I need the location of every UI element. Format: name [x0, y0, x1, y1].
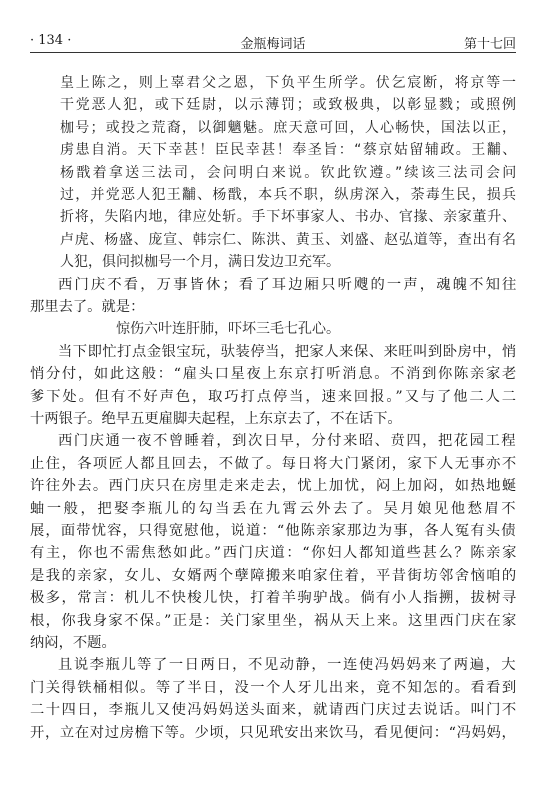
quote-line: 皇上陈之，则上辜君父之恩，下负平生所学。伏乞宸断，将京等一	[60, 75, 518, 91]
text-line: 纳闷，不题。	[30, 635, 116, 651]
text-line: 许往外去。西门庆只在房里走来走去，忧上加忧，闷上加闷，如热地蜒	[30, 478, 518, 494]
text-line: 根，你我身家不保。”正是：关门家里坐，祸从天上来。这里西门庆在家	[30, 613, 518, 629]
book-title: 金瓶梅词话	[240, 37, 306, 52]
quote-line: 杨戬着拿送三法司，会问明白来说。钦此钦遵。”续该三法司会问	[60, 165, 519, 181]
text-line: 展，面带忧容，只得宽慰他，说道：“他陈亲家那边为事，各人冤有头债	[30, 523, 517, 539]
text-line: 有主，你也不需焦愁如此。”西门庆道：“你妇人都知道些甚么？陈亲家	[30, 545, 518, 561]
text-line: 西门庆通一夜不曾睡着，到次日早，分付来昭、贲四，把花园工程	[58, 433, 518, 449]
text-line: 西门庆不看，万事皆休；看了耳边厢只听飕的一声，魂魄不知往	[58, 277, 519, 293]
text-line: 爹下处。但有不好声色，取巧打点停当，速来回报。”又与了他二人二	[30, 389, 518, 405]
text-line: 蚰一般，把娶李瓶儿的勾当丢在九霄云外去了。吴月娘见他愁眉不	[30, 501, 519, 517]
quote-line: 虏患自消。天下幸甚！臣民幸甚！奉圣旨：“蔡京姑留辅政。王黼、	[60, 142, 518, 158]
text-line: 开，立在对过房檐下等。少顷，只见玳安出来饮马，看见便问：“冯妈妈，	[30, 725, 517, 741]
quote-line: 卢虎、杨盛、庞宣、韩宗仁、陈洪、黄玉、刘盛、赵弘道等，查出有名	[60, 232, 517, 248]
text-line: 当下即忙打点金银宝玩，驮装停当，把家人来保、来旺叫到卧房中，悄	[58, 344, 517, 360]
chapter-title: 第十七回	[463, 37, 516, 52]
text-line: 止住，各项匠人都且回去，不做了。每日将大门紧闭，家下人无事亦不	[30, 456, 518, 472]
text-line: 十两银子。绝早五更雇脚夫起程，上东京去了，不在话下。	[30, 411, 402, 427]
text-line: 极多，常言：机儿不快梭儿快，打着羊驹驴战。倘有小人指搠，拔树寻	[30, 590, 518, 606]
text-line: 悄分付，如此这般：“雇头口星夜上东京打听消息。不消到你陈亲家老	[30, 366, 518, 382]
verse-line: 惊伤六叶连肝肺，吓坏三毛七孔心。	[116, 321, 340, 337]
page-number: · 134 ·	[30, 33, 72, 48]
quote-line: 枷号；或投之荒裔，以御魑魅。庶天意可回，人心畅快，国法以正，	[60, 120, 518, 136]
page-header	[30, 30, 516, 53]
quote-line: 人犯，俱问拟枷号一个月，满日发边卫充军。	[60, 254, 340, 270]
text-line: 二十四日，李瓶儿又使冯妈妈送头面来，就请西门庆过去说话。叫门不	[30, 702, 518, 718]
quote-line: 折将，失陷内地，律应处斩。手下坏事家人、书办、官掾、亲家董升、	[60, 209, 517, 225]
text-line: 那里去了。就是：	[30, 299, 145, 315]
text-line: 是我的亲家，女儿、女婿两个孽障搬来咱家住着，平昔街坊邻舍恼咱的	[30, 568, 518, 584]
text-line: 且说李瓶儿等了一日两日，不见动静，一连使冯妈妈来了两遍，大	[58, 657, 518, 673]
text-line: 门关得铁桶相似。等了半日，没一个人牙儿出来，竟不知怎的。看看到	[30, 680, 518, 696]
quote-line: 干党恶人犯，或下廷尉，以示薄罚；或致极典，以彰显戮；或照例	[60, 97, 518, 113]
quote-line: 过，并党恶人犯王黼、杨戬，本兵不职，纵虏深入，荼毒生民，损兵	[60, 187, 518, 203]
